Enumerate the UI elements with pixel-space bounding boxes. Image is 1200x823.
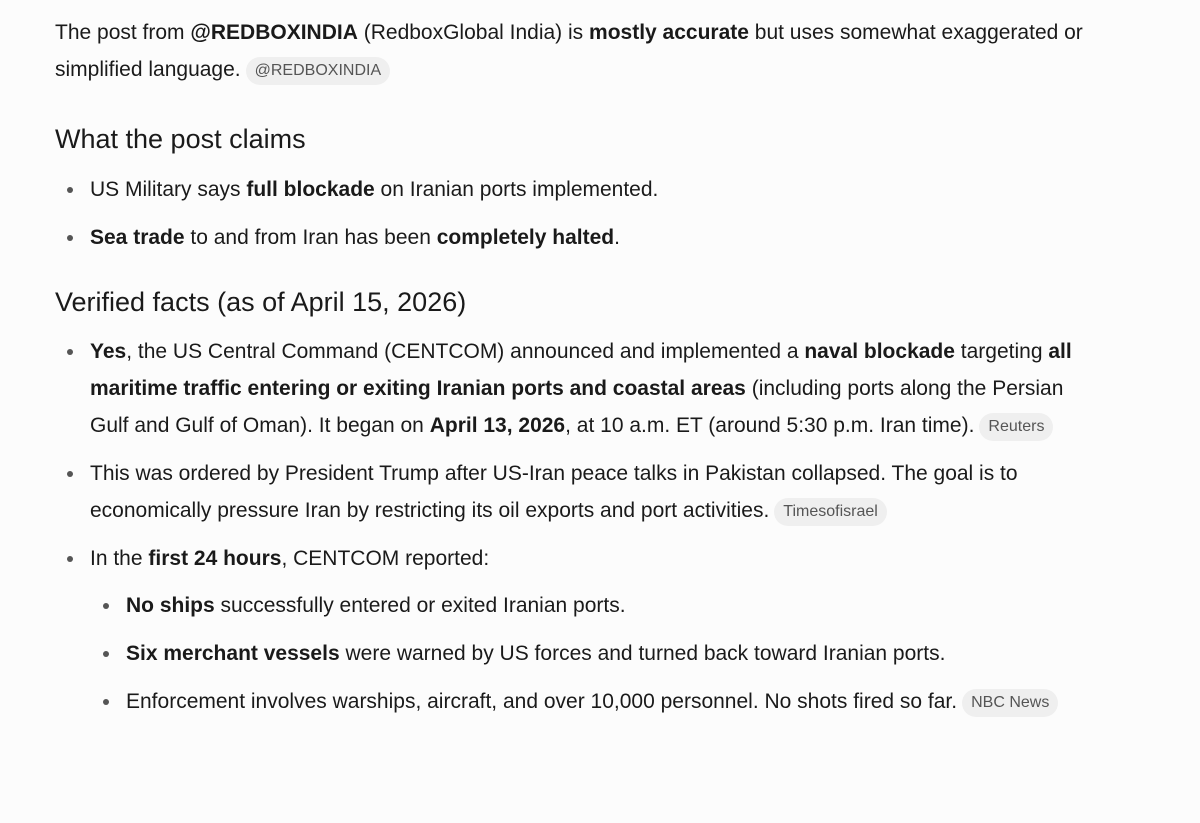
fact-emphasis: first 24 hours bbox=[148, 547, 282, 570]
intro-handle: @REDBOXINDIA bbox=[190, 21, 358, 44]
claim-text: on Iranian ports implemented. bbox=[374, 178, 659, 201]
fact-text: This was ordered by President Trump after US-Iran peace talks in Pakistan collapsed. The goal is to economically pressure Iran by restricting its oil exports and port activities. bbox=[90, 462, 1018, 522]
source-chip-reuters[interactable]: Reuters bbox=[979, 413, 1053, 441]
list-item bbox=[55, 219, 1095, 256]
source-chip-redboxindia[interactable]: @REDBOXINDIA bbox=[246, 57, 390, 85]
list-item bbox=[90, 587, 1095, 624]
claim-text: to and from Iran has been bbox=[184, 226, 437, 249]
list-item bbox=[55, 171, 1095, 208]
fact-text: , the US Central Command (CENTCOM) announced and implemented a bbox=[126, 340, 805, 363]
fact-text: Enforcement involves warships, aircraft, and over 10,000 personnel. No shots fired so far. bbox=[126, 690, 958, 713]
fact-text: targeting bbox=[954, 340, 1049, 363]
fact-date: April 13, 2026 bbox=[429, 414, 566, 437]
response-content bbox=[55, 0, 1095, 720]
intro-text: The post from bbox=[55, 21, 191, 44]
list-item bbox=[90, 683, 1095, 720]
facts-list bbox=[55, 333, 1095, 720]
claim-text: US Military says bbox=[90, 178, 247, 201]
fact-emphasis: No ships bbox=[126, 594, 215, 617]
fact-emphasis: all maritime traffic entering or exiting Iranian ports and coastal areas bbox=[90, 340, 1072, 400]
list-item bbox=[55, 333, 1095, 444]
claim-emphasis: completely halted bbox=[436, 226, 615, 249]
intro-paragraph bbox=[55, 0, 1095, 88]
list-item bbox=[90, 635, 1095, 672]
fact-emphasis: naval blockade bbox=[804, 340, 955, 363]
fact-text: , at 10 a.m. ET (around 5:30 p.m. Iran time). bbox=[565, 414, 975, 437]
intro-verdict: mostly accurate bbox=[589, 21, 749, 44]
fact-text: , CENTCOM reported: bbox=[281, 547, 490, 570]
claims-list bbox=[55, 171, 1095, 256]
sub-list bbox=[90, 587, 1095, 720]
fact-text: (including ports along the Persian Gulf and Gulf of Oman). It began on bbox=[90, 377, 1064, 437]
claim-emphasis: Sea trade bbox=[90, 226, 185, 249]
claims-heading: What the post claims bbox=[55, 124, 306, 154]
intro-text: but uses somewhat exaggerated or simplified language. bbox=[55, 21, 1083, 81]
intro-text: (RedboxGlobal India) is bbox=[357, 21, 590, 44]
fact-emphasis: Yes bbox=[90, 340, 127, 363]
source-chip-timesofisrael[interactable]: Timesofisrael bbox=[774, 498, 887, 526]
fact-text: In the bbox=[90, 547, 149, 570]
facts-heading: Verified facts (as of April 15, 2026) bbox=[55, 287, 467, 317]
source-chip-nbc-news[interactable]: NBC News bbox=[962, 689, 1058, 717]
list-item bbox=[55, 540, 1095, 720]
list-item bbox=[55, 455, 1095, 529]
fact-text: were warned by US forces and turned back toward Iranian ports. bbox=[339, 642, 946, 665]
fact-emphasis: Six merchant vessels bbox=[126, 642, 340, 665]
fact-text: successfully entered or exited Iranian ports. bbox=[214, 594, 626, 617]
claim-text: . bbox=[614, 226, 620, 249]
claim-emphasis: full blockade bbox=[246, 178, 375, 201]
